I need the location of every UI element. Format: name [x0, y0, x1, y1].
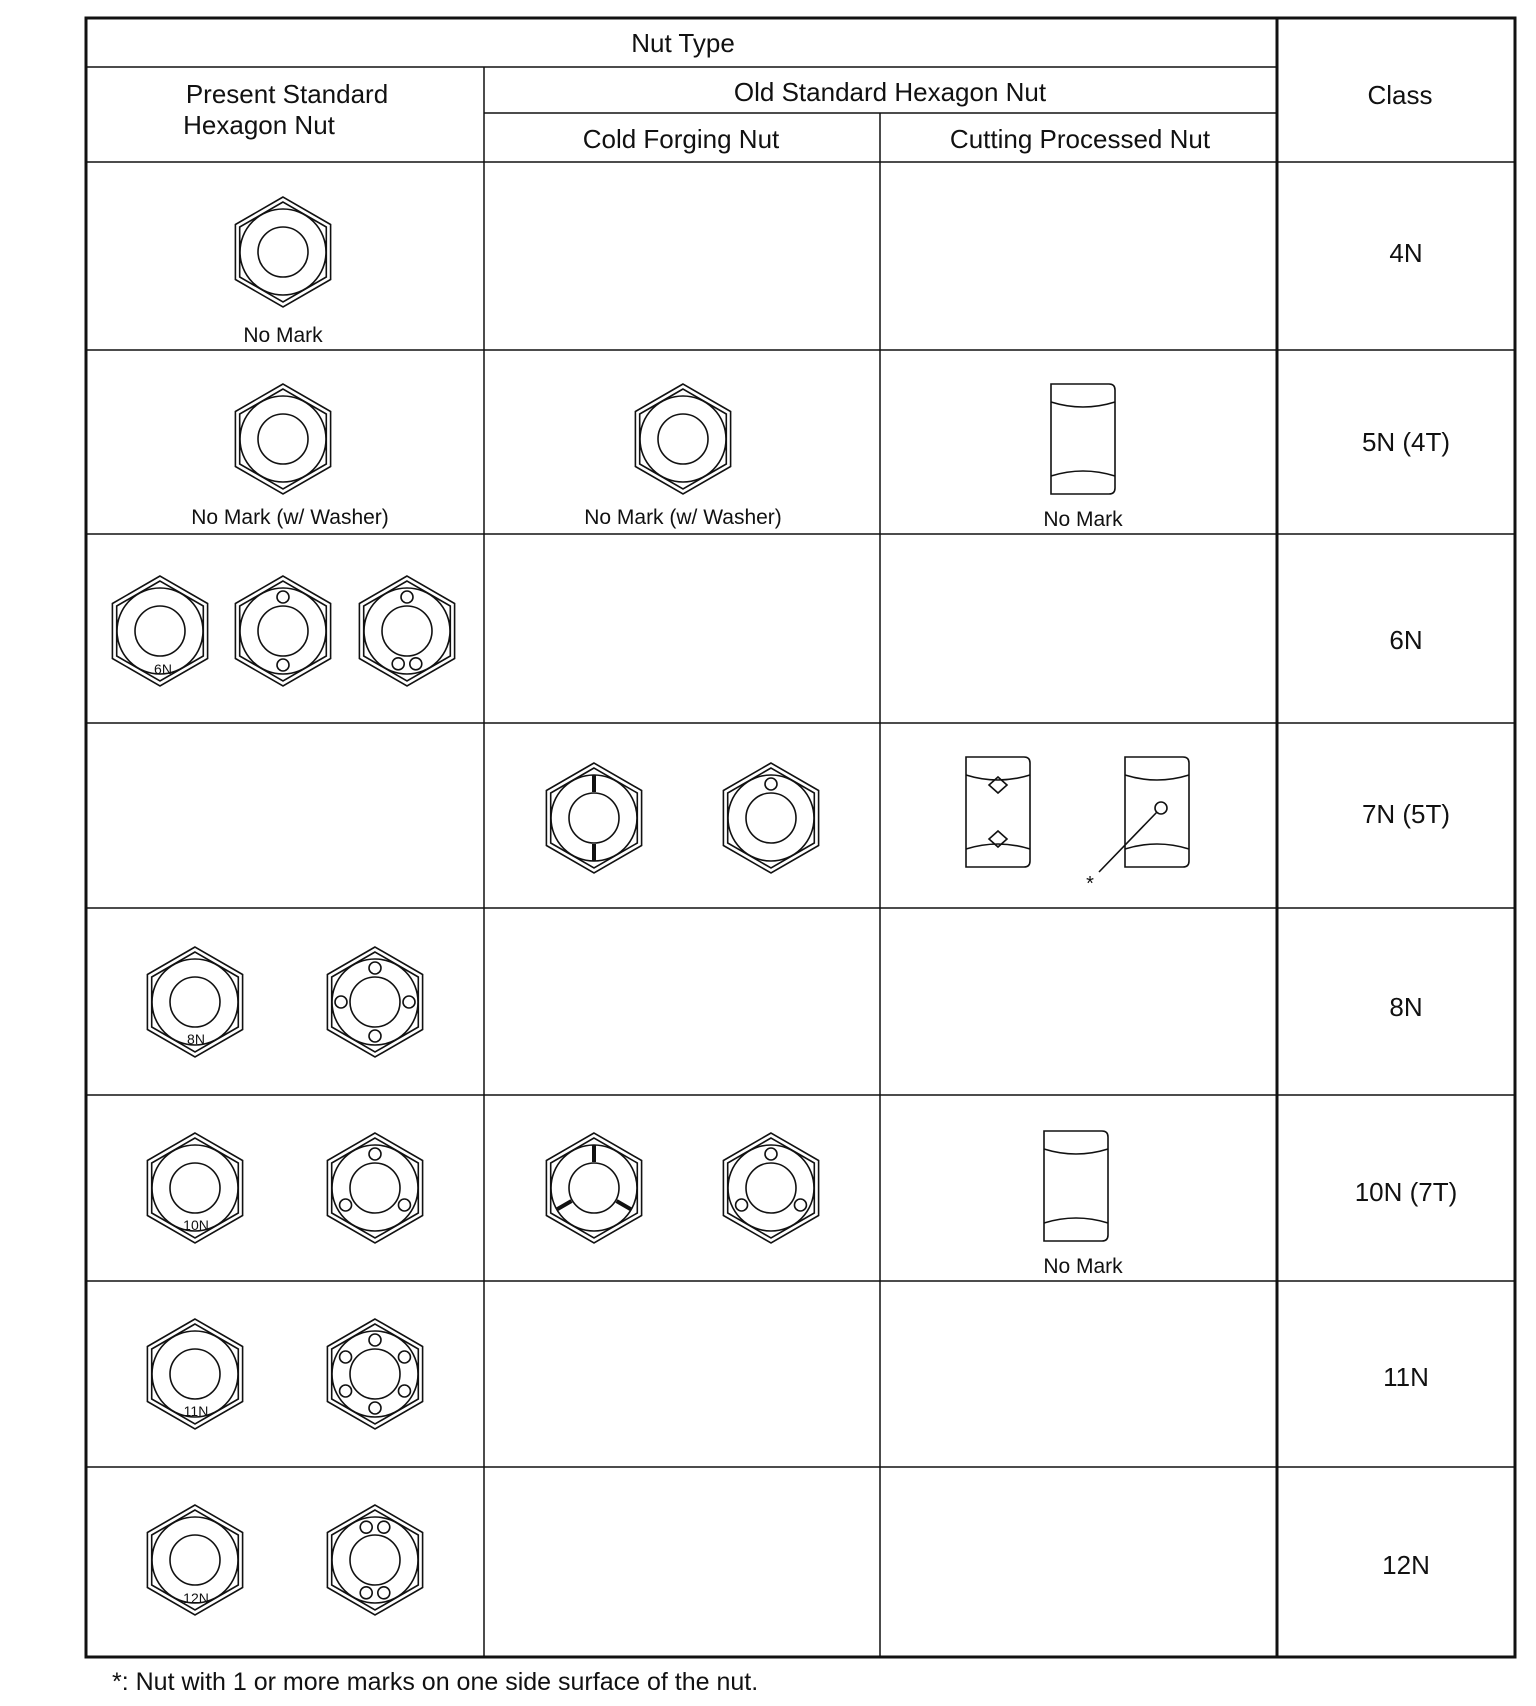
hex-nut-dots-icon	[327, 1505, 422, 1615]
stamp-label: 8N	[187, 1031, 205, 1047]
hex-nut-dots-icon	[235, 576, 330, 686]
caption-no-mark-washer: No Mark (w/ Washer)	[584, 506, 782, 529]
header-class: Class	[1367, 80, 1433, 110]
hex-nut-dots-icon	[723, 1133, 818, 1243]
hex-nut-stamped-icon	[147, 1319, 242, 1429]
stamp-label: 10N	[183, 1217, 209, 1233]
stamp-label: 12N	[183, 1590, 209, 1606]
caption-no-mark: No Mark	[1043, 508, 1123, 531]
nut-side-circle-mark-icon	[1099, 757, 1189, 872]
caption-no-mark-washer: No Mark (w/ Washer)	[191, 506, 389, 529]
footnote: *: Nut with 1 or more marks on one side surface of the nut.	[112, 1668, 759, 1696]
class-value: 10N (7T)	[1354, 1177, 1458, 1207]
header-present-standard-line2: Hexagon Nut	[183, 110, 335, 140]
stamp-label: 6N	[154, 661, 172, 677]
hex-nut-stamped-icon	[147, 1133, 242, 1243]
nut-side-diamond-marks-icon	[966, 757, 1030, 867]
class-value: 11N	[1383, 1362, 1429, 1392]
caption-no-mark: No Mark	[1043, 1255, 1123, 1278]
stamp-label: 11N	[183, 1403, 209, 1419]
nut-side-view-icon	[1044, 1131, 1108, 1241]
hex-nut-slits-icon	[546, 1133, 641, 1243]
class-value: 6N	[1389, 625, 1423, 655]
hex-nut-washer-icon	[635, 384, 730, 494]
asterisk-marker: *	[1086, 873, 1094, 895]
nut-side-view-icon	[1051, 384, 1115, 494]
class-value: 4N	[1389, 238, 1423, 268]
header-cutting-processed: Cutting Processed Nut	[949, 124, 1211, 154]
hex-nut-slits-icon	[546, 763, 641, 873]
header-present-standard-line1: Present Standard	[185, 79, 389, 109]
hex-nut-dots-icon	[723, 763, 818, 873]
hex-nut-dots-icon	[327, 1319, 422, 1429]
hex-nut-dots-icon	[327, 1133, 422, 1243]
hex-nut-stamped-icon	[112, 576, 207, 686]
class-value: 12N	[1382, 1550, 1430, 1580]
class-value: 5N (4T)	[1361, 427, 1451, 457]
class-value: 8N	[1389, 992, 1423, 1022]
header-nut-type: Nut Type	[631, 28, 735, 58]
class-value: 7N (5T)	[1361, 799, 1451, 829]
caption-no-mark: No Mark	[243, 324, 323, 347]
hex-nut-dots-icon	[359, 576, 454, 686]
hex-nut-plain-icon	[235, 197, 330, 307]
hex-nut-dots-icon	[327, 947, 422, 1057]
header-old-standard: Old Standard Hexagon Nut	[733, 77, 1047, 107]
hex-nut-washer-icon	[235, 384, 330, 494]
hex-nut-stamped-icon	[147, 947, 242, 1057]
hex-nut-stamped-icon	[147, 1505, 242, 1615]
header-cold-forging: Cold Forging Nut	[582, 124, 780, 154]
